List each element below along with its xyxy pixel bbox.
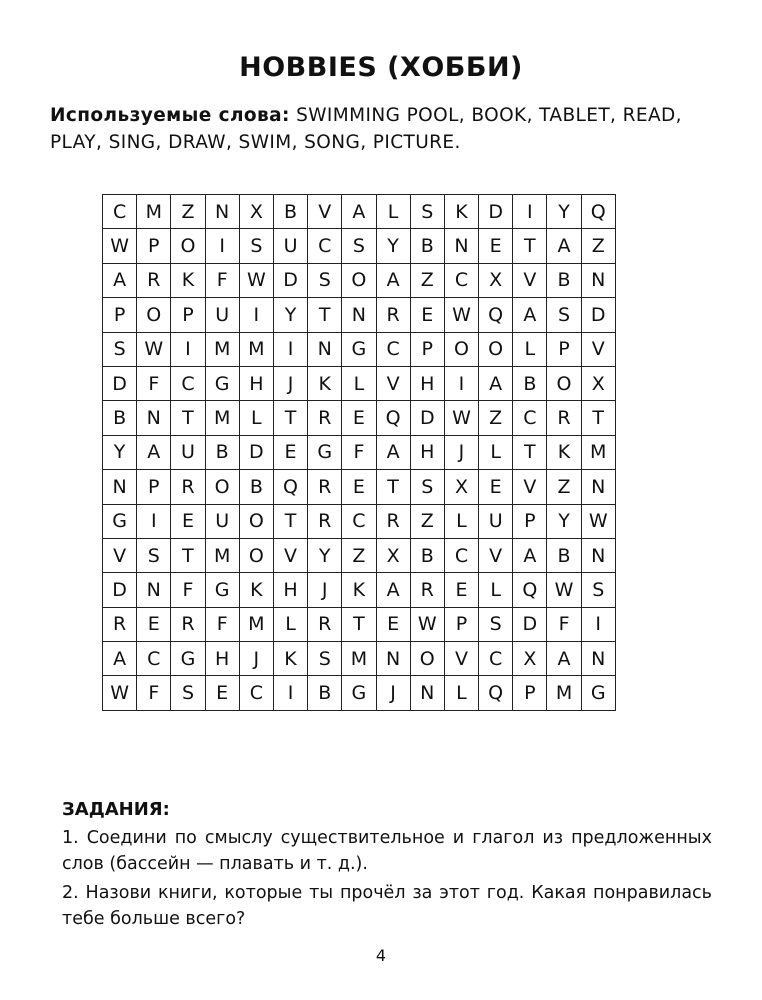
grid-cell[interactable]: J	[444, 435, 478, 469]
grid-cell[interactable]: T	[273, 504, 307, 538]
grid-cell[interactable]: Q	[273, 470, 307, 504]
grid-cell[interactable]: Y	[308, 538, 342, 572]
grid-cell[interactable]: S	[137, 538, 171, 572]
grid-cell[interactable]: P	[444, 607, 478, 641]
grid-cell[interactable]: P	[513, 504, 547, 538]
grid-cell[interactable]: E	[444, 573, 478, 607]
grid-cell[interactable]: Z	[547, 470, 581, 504]
grid-cell[interactable]: P	[137, 229, 171, 263]
grid-cell[interactable]: T	[171, 538, 205, 572]
grid-cell[interactable]: I	[171, 332, 205, 366]
grid-cell[interactable]: B	[410, 538, 444, 572]
task-item-2: 2. Назови книги, которые ты прочёл за этот год. Какая понравилась тебе больше всего?	[62, 883, 712, 929]
grid-cell[interactable]: W	[444, 298, 478, 332]
grid-cell[interactable]: M	[239, 607, 273, 641]
grid-cell[interactable]: G	[205, 573, 239, 607]
grid-cell[interactable]: U	[171, 435, 205, 469]
grid-cell[interactable]: V	[273, 538, 307, 572]
grid-cell[interactable]: K	[547, 435, 581, 469]
grid-cell[interactable]: C	[342, 504, 376, 538]
grid-cell[interactable]: S	[547, 298, 581, 332]
grid-cell[interactable]: D	[103, 573, 137, 607]
grid-cell[interactable]: F	[137, 366, 171, 400]
grid-cell[interactable]: K	[239, 573, 273, 607]
grid-cell[interactable]: X	[581, 366, 615, 400]
grid-cell[interactable]: V	[444, 642, 478, 676]
grid-cell[interactable]: O	[239, 504, 273, 538]
grid-cell[interactable]: C	[171, 366, 205, 400]
grid-cell[interactable]: G	[205, 366, 239, 400]
grid-cell[interactable]: R	[308, 607, 342, 641]
grid-cell[interactable]: X	[239, 195, 273, 229]
grid-cell[interactable]: W	[410, 607, 444, 641]
grid-row	[103, 435, 616, 469]
grid-row	[103, 229, 616, 263]
grid-cell[interactable]: N	[137, 573, 171, 607]
grid-cell[interactable]: C	[479, 642, 513, 676]
grid-cell[interactable]: I	[137, 504, 171, 538]
grid-cell[interactable]: O	[410, 642, 444, 676]
grid-cell[interactable]: E	[479, 470, 513, 504]
grid-cell[interactable]: E	[376, 607, 410, 641]
grid-cell[interactable]: F	[137, 676, 171, 710]
grid-cell[interactable]: T	[171, 401, 205, 435]
grid-cell[interactable]: R	[137, 263, 171, 297]
grid-cell[interactable]: R	[171, 470, 205, 504]
grid-cell[interactable]: F	[205, 263, 239, 297]
grid-cell[interactable]: D	[410, 401, 444, 435]
grid-cell[interactable]: A	[342, 195, 376, 229]
grid-cell[interactable]: L	[444, 676, 478, 710]
grid-cell[interactable]: O	[239, 538, 273, 572]
grid-cell[interactable]: O	[205, 470, 239, 504]
grid-cell[interactable]: R	[171, 607, 205, 641]
tasks-heading: ЗАДАНИЯ:	[62, 799, 170, 820]
grid-cell[interactable]: C	[513, 401, 547, 435]
grid-row	[103, 504, 616, 538]
grid-cell[interactable]: G	[342, 676, 376, 710]
grid-cell[interactable]: M	[342, 642, 376, 676]
grid-cell[interactable]: R	[103, 607, 137, 641]
grid-cell[interactable]: N	[342, 298, 376, 332]
grid-cell[interactable]: C	[308, 229, 342, 263]
grid-cell[interactable]: I	[513, 195, 547, 229]
grid-row	[103, 607, 616, 641]
grid-cell[interactable]: N	[410, 676, 444, 710]
grid-cell[interactable]: A	[103, 642, 137, 676]
grid-row	[103, 676, 616, 710]
grid-cell[interactable]: Z	[410, 263, 444, 297]
grid-cell[interactable]: K	[444, 195, 478, 229]
grid-cell[interactable]: Q	[479, 676, 513, 710]
grid-cell[interactable]: T	[376, 470, 410, 504]
grid-cell[interactable]: P	[171, 298, 205, 332]
grid-cell[interactable]: L	[479, 435, 513, 469]
grid-cell[interactable]: U	[479, 504, 513, 538]
grid-cell[interactable]: E	[342, 470, 376, 504]
grid-cell[interactable]: F	[342, 435, 376, 469]
grid-cell[interactable]: A	[479, 366, 513, 400]
grid-cell[interactable]: G	[171, 642, 205, 676]
grid-cell[interactable]: L	[513, 332, 547, 366]
grid-cell[interactable]: M	[581, 435, 615, 469]
grid-cell[interactable]: T	[513, 435, 547, 469]
grid-cell[interactable]: G	[581, 676, 615, 710]
grid-cell[interactable]: Q	[513, 573, 547, 607]
grid-cell[interactable]: W	[103, 229, 137, 263]
grid-cell[interactable]: G	[103, 504, 137, 538]
grid-cell[interactable]: B	[513, 366, 547, 400]
grid-cell[interactable]: R	[410, 573, 444, 607]
grid-cell[interactable]: D	[479, 195, 513, 229]
grid-cell[interactable]: R	[547, 401, 581, 435]
grid-cell[interactable]: S	[103, 332, 137, 366]
grid-cell[interactable]: U	[205, 298, 239, 332]
grid-cell[interactable]: Y	[103, 435, 137, 469]
grid-cell[interactable]: W	[137, 332, 171, 366]
grid-cell[interactable]: R	[308, 504, 342, 538]
grid-cell[interactable]: Y	[547, 195, 581, 229]
grid-cell[interactable]: N	[444, 229, 478, 263]
grid-cell[interactable]: O	[171, 229, 205, 263]
grid-cell[interactable]: V	[581, 332, 615, 366]
grid-cell[interactable]: L	[479, 573, 513, 607]
grid-row	[103, 538, 616, 572]
grid-cell[interactable]: Z	[342, 538, 376, 572]
grid-cell[interactable]: N	[376, 642, 410, 676]
grid-cell[interactable]: D	[513, 607, 547, 641]
grid-cell[interactable]: D	[239, 435, 273, 469]
grid-cell[interactable]: O	[137, 298, 171, 332]
grid-cell[interactable]: E	[137, 607, 171, 641]
grid-cell[interactable]: B	[308, 676, 342, 710]
grid-cell[interactable]: C	[137, 642, 171, 676]
grid-row	[103, 366, 616, 400]
grid-cell[interactable]: A	[513, 298, 547, 332]
grid-cell[interactable]: V	[103, 538, 137, 572]
grid-cell[interactable]: N	[137, 401, 171, 435]
grid-cell[interactable]: T	[581, 401, 615, 435]
grid-row	[103, 298, 616, 332]
grid-cell[interactable]: K	[171, 263, 205, 297]
grid-cell[interactable]: A	[137, 435, 171, 469]
grid-cell[interactable]: S	[239, 229, 273, 263]
grid-cell[interactable]: Q	[581, 195, 615, 229]
grid-cell[interactable]: O	[342, 263, 376, 297]
grid-cell[interactable]: A	[376, 435, 410, 469]
grid-cell[interactable]: I	[273, 676, 307, 710]
grid-cell[interactable]: H	[239, 366, 273, 400]
grid-cell[interactable]: M	[205, 332, 239, 366]
grid-cell[interactable]: A	[547, 642, 581, 676]
grid-cell[interactable]: U	[273, 229, 307, 263]
grid-cell[interactable]: V	[308, 195, 342, 229]
grid-cell[interactable]: A	[376, 573, 410, 607]
grid-cell[interactable]: H	[410, 435, 444, 469]
grid-cell[interactable]: S	[479, 607, 513, 641]
grid-cell[interactable]: S	[308, 642, 342, 676]
grid-cell[interactable]: N	[581, 470, 615, 504]
grid-cell[interactable]: A	[376, 263, 410, 297]
grid-cell[interactable]: X	[479, 263, 513, 297]
grid-cell[interactable]: W	[581, 504, 615, 538]
grid-cell[interactable]: A	[547, 229, 581, 263]
grid-cell[interactable]: R	[308, 401, 342, 435]
grid-cell[interactable]: V	[479, 538, 513, 572]
grid-cell[interactable]: N	[205, 195, 239, 229]
grid-cell[interactable]: O	[547, 366, 581, 400]
word-search-grid	[102, 194, 616, 711]
grid-cell[interactable]: Y	[547, 504, 581, 538]
grid-cell[interactable]: X	[444, 470, 478, 504]
grid-cell[interactable]: T	[342, 607, 376, 641]
grid-cell[interactable]: F	[171, 573, 205, 607]
grid-cell[interactable]: N	[308, 332, 342, 366]
grid-cell[interactable]: Y	[376, 229, 410, 263]
grid-cell[interactable]: O	[479, 332, 513, 366]
task-item-1: 1. Соедини по смыслу существительное и глагол из предложенных слов (бассейн — плавать и т. д.).	[62, 828, 712, 874]
grid-cell[interactable]: Z	[479, 401, 513, 435]
grid-cell[interactable]: T	[273, 401, 307, 435]
grid-cell[interactable]: M	[547, 676, 581, 710]
grid-cell[interactable]: T	[308, 298, 342, 332]
used-words-label: Используемые слова:	[50, 105, 290, 126]
grid-cell[interactable]: W	[547, 573, 581, 607]
grid-row	[103, 401, 616, 435]
grid-cell[interactable]: H	[205, 642, 239, 676]
grid-cell[interactable]: P	[103, 298, 137, 332]
grid-cell[interactable]: G	[342, 332, 376, 366]
grid-cell[interactable]: B	[547, 263, 581, 297]
grid-cell[interactable]: L	[239, 401, 273, 435]
grid-cell[interactable]: E	[479, 229, 513, 263]
grid-cell[interactable]: B	[547, 538, 581, 572]
grid-cell[interactable]: J	[376, 676, 410, 710]
grid-cell[interactable]: S	[581, 573, 615, 607]
grid-cell[interactable]: T	[513, 229, 547, 263]
grid-row	[103, 263, 616, 297]
page-number: 4	[375, 946, 387, 965]
grid-cell[interactable]: F	[205, 607, 239, 641]
grid-cell[interactable]: P	[547, 332, 581, 366]
grid-cell[interactable]: S	[342, 229, 376, 263]
grid-cell[interactable]: N	[581, 538, 615, 572]
grid-cell[interactable]: Z	[171, 195, 205, 229]
grid-cell[interactable]: S	[410, 195, 444, 229]
grid-cell[interactable]: P	[137, 470, 171, 504]
grid-cell[interactable]: D	[103, 366, 137, 400]
grid-cell[interactable]: R	[376, 504, 410, 538]
grid-cell[interactable]: E	[273, 435, 307, 469]
grid-cell[interactable]: R	[376, 298, 410, 332]
grid-cell[interactable]: S	[410, 470, 444, 504]
grid-cell[interactable]: J	[308, 573, 342, 607]
grid-cell[interactable]: B	[205, 435, 239, 469]
grid-cell[interactable]: O	[444, 332, 478, 366]
grid-cell[interactable]: W	[103, 676, 137, 710]
grid-row	[103, 642, 616, 676]
grid-cell[interactable]: P	[410, 332, 444, 366]
grid-cell[interactable]: K	[273, 642, 307, 676]
grid-cell[interactable]: F	[547, 607, 581, 641]
grid-row	[103, 470, 616, 504]
grid-cell[interactable]: S	[171, 676, 205, 710]
grid-cell[interactable]: Z	[581, 229, 615, 263]
grid-cell[interactable]: G	[308, 435, 342, 469]
page-title: HOBBIES (ХОББИ)	[239, 52, 523, 83]
grid-cell[interactable]: H	[273, 573, 307, 607]
grid-cell[interactable]: L	[444, 504, 478, 538]
grid-cell[interactable]: B	[410, 229, 444, 263]
grid-cell[interactable]: A	[513, 538, 547, 572]
grid-cell[interactable]: I	[239, 298, 273, 332]
grid-cell[interactable]: N	[581, 263, 615, 297]
grid-cell[interactable]: D	[581, 298, 615, 332]
grid-row	[103, 573, 616, 607]
grid-cell[interactable]: I	[205, 229, 239, 263]
grid-cell[interactable]: R	[308, 470, 342, 504]
used-words-paragraph	[50, 102, 712, 156]
grid-cell[interactable]: W	[444, 401, 478, 435]
grid-cell[interactable]: Q	[479, 298, 513, 332]
grid-cell[interactable]: E	[171, 504, 205, 538]
grid-cell[interactable]: J	[239, 642, 273, 676]
grid-cell[interactable]: J	[273, 366, 307, 400]
grid-cell[interactable]: B	[239, 470, 273, 504]
grid-cell[interactable]: P	[513, 676, 547, 710]
grid-cell[interactable]: Q	[376, 401, 410, 435]
grid-cell[interactable]: B	[103, 401, 137, 435]
grid-cell[interactable]: I	[444, 366, 478, 400]
grid-cell[interactable]: M	[137, 195, 171, 229]
grid-cell[interactable]: K	[342, 573, 376, 607]
grid-cell[interactable]: N	[581, 642, 615, 676]
grid-cell[interactable]: E	[410, 298, 444, 332]
grid-row	[103, 332, 616, 366]
grid-cell[interactable]: M	[239, 332, 273, 366]
grid-cell[interactable]: S	[308, 263, 342, 297]
grid-cell[interactable]: W	[239, 263, 273, 297]
grid-cell[interactable]: X	[376, 538, 410, 572]
grid-cell[interactable]: C	[376, 332, 410, 366]
grid-cell[interactable]: K	[308, 366, 342, 400]
grid-cell[interactable]: M	[205, 538, 239, 572]
grid-cell[interactable]: V	[513, 263, 547, 297]
grid-cell[interactable]: A	[103, 263, 137, 297]
used-words-list: SWIMMING POOL, BOOK, TABLET, READ, PLAY, SING, DRAW, SWIM, SONG, PICTURE.	[50, 105, 682, 153]
grid-cell[interactable]: H	[410, 366, 444, 400]
grid-cell[interactable]: D	[273, 263, 307, 297]
grid-cell[interactable]: C	[239, 676, 273, 710]
grid-cell[interactable]: V	[376, 366, 410, 400]
grid-cell[interactable]: X	[513, 642, 547, 676]
grid-cell[interactable]: C	[103, 195, 137, 229]
grid-cell[interactable]: E	[205, 676, 239, 710]
grid-cell[interactable]: E	[342, 401, 376, 435]
grid-cell[interactable]: L	[376, 195, 410, 229]
grid-cell[interactable]: M	[205, 401, 239, 435]
grid-cell[interactable]: B	[273, 195, 307, 229]
grid-cell[interactable]: L	[273, 607, 307, 641]
grid-cell[interactable]: Z	[410, 504, 444, 538]
grid-cell[interactable]: V	[513, 470, 547, 504]
grid-cell[interactable]: C	[444, 538, 478, 572]
grid-cell[interactable]: I	[581, 607, 615, 641]
tasks-section	[62, 797, 712, 935]
grid-cell[interactable]: Y	[273, 298, 307, 332]
grid-cell[interactable]: I	[273, 332, 307, 366]
grid-cell[interactable]: L	[342, 366, 376, 400]
grid-cell[interactable]: N	[103, 470, 137, 504]
grid-cell[interactable]: C	[444, 263, 478, 297]
grid-row	[103, 195, 616, 229]
grid-cell[interactable]: U	[205, 504, 239, 538]
